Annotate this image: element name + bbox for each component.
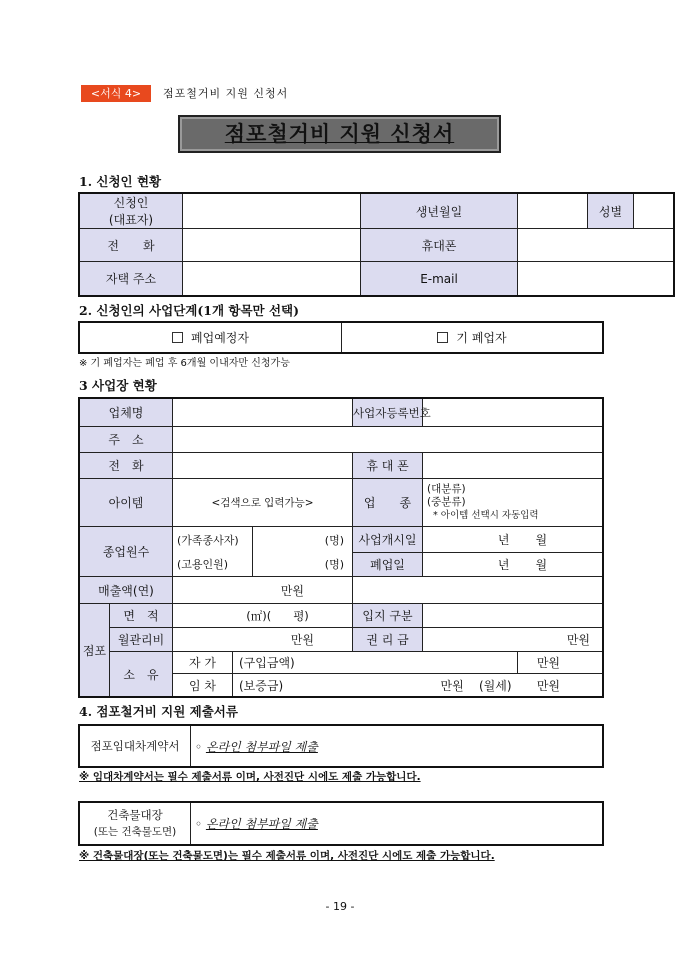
site-mobile-field[interactable] bbox=[423, 453, 603, 479]
sales-blank bbox=[353, 577, 603, 604]
section-3-heading: 3 사업장 현황 bbox=[79, 378, 157, 393]
start-year[interactable]: 년 bbox=[423, 527, 518, 553]
lease-doc-upload[interactable]: ◦ 온라인 첨부파일 제출 bbox=[191, 726, 603, 767]
industry-label: 업 종 bbox=[353, 479, 423, 527]
page-title-text: 점포철거비 지원 신청서 bbox=[224, 122, 455, 146]
industry-minor: (중분류) bbox=[427, 496, 466, 508]
home-address-field[interactable] bbox=[183, 262, 361, 296]
page-title bbox=[178, 115, 501, 153]
sales-label: 매출액(연) bbox=[80, 577, 173, 604]
site-address-label: 주 소 bbox=[80, 427, 173, 453]
close-year[interactable]: 년 bbox=[423, 553, 518, 577]
start-month[interactable]: 월 bbox=[518, 527, 603, 553]
ownership-label: 소 유 bbox=[110, 652, 173, 697]
location-field[interactable] bbox=[423, 604, 603, 628]
stage-note: ※ 기 폐업자는 폐업 후 6개월 이내자만 신청가능 bbox=[79, 358, 290, 369]
section-4-heading: 4. 점포철거비 지원 제출서류 bbox=[79, 704, 238, 719]
area-label: 면 적 bbox=[110, 604, 173, 628]
building-doc-note: ※ 건축물대장(또는 건축물도면)는 필수 제출서류 이며, 사전진단 시에도 제출 가능합니다. bbox=[79, 850, 495, 862]
phone-label: 전 화 bbox=[80, 229, 183, 262]
start-date-label: 사업개시일 bbox=[353, 527, 423, 553]
building-doc-label-line2: (또는 건축물도면) bbox=[93, 825, 177, 838]
mgmt-fee-field[interactable]: 만원 bbox=[173, 628, 353, 652]
location-label: 입지 구분 bbox=[353, 604, 423, 628]
monthly-rent-field[interactable]: 만원 bbox=[518, 674, 603, 697]
checkbox-already-closed[interactable] bbox=[437, 332, 448, 343]
site-address-field[interactable] bbox=[173, 427, 603, 453]
premium-label: 권 리 금 bbox=[353, 628, 423, 652]
close-date-label: 폐업일 bbox=[353, 553, 423, 577]
rented-label: 임 차 bbox=[173, 674, 233, 697]
premium-field[interactable]: 만원 bbox=[423, 628, 603, 652]
purchase-unit: 만원 bbox=[518, 652, 603, 674]
lease-doc-table bbox=[79, 725, 603, 767]
building-doc-table bbox=[79, 802, 603, 845]
building-doc-label-line1: 건축물대장 bbox=[107, 807, 163, 822]
purchase-field[interactable]: (구입금액) bbox=[233, 652, 518, 674]
building-doc-label bbox=[80, 803, 191, 845]
company-field[interactable] bbox=[173, 399, 353, 427]
mgmt-fee-label: 월관리비 bbox=[110, 628, 173, 652]
phone-field[interactable] bbox=[183, 229, 361, 262]
area-field[interactable] bbox=[173, 604, 353, 628]
building-doc-upload-link[interactable]: 온라인 첨부파일 제출 bbox=[205, 817, 318, 831]
deposit-unit bbox=[353, 674, 518, 697]
industry-major: (대분류) bbox=[427, 483, 466, 495]
option-already-closed[interactable] bbox=[342, 323, 603, 353]
form-number-tag: <서식 4> bbox=[81, 85, 151, 102]
industry-auto-note: * 아이템 선택시 자동입력 bbox=[433, 510, 539, 521]
monthly-rent-label: (월세) bbox=[478, 678, 512, 693]
owned-label: 자 가 bbox=[173, 652, 233, 674]
employees-label: 종업원수 bbox=[80, 527, 173, 577]
site-phone-field[interactable] bbox=[173, 453, 353, 479]
birth-field[interactable] bbox=[518, 194, 588, 229]
deposit-manwon: 만원 bbox=[440, 678, 464, 693]
form-subtitle: 점포철거비 지원 신청서 bbox=[163, 87, 289, 100]
site-phone-label: 전 화 bbox=[80, 453, 173, 479]
option-already-closed-label: 기 폐업자 bbox=[456, 331, 507, 345]
biz-no-field[interactable] bbox=[423, 399, 603, 427]
close-month[interactable]: 월 bbox=[518, 553, 603, 577]
store-label: 점포 bbox=[80, 604, 110, 697]
mobile-label: 휴대폰 bbox=[361, 229, 518, 262]
section-2-heading: 2. 신청인의 사업단계(1개 항목만 선택) bbox=[79, 303, 300, 318]
company-label: 업체명 bbox=[80, 399, 173, 427]
sales-field[interactable]: 만원 bbox=[173, 577, 353, 604]
hired-workers-unit[interactable]: (명) bbox=[253, 553, 353, 577]
gender-label: 성별 bbox=[588, 194, 634, 229]
page-number: - 19 - bbox=[325, 900, 355, 913]
business-stage-table bbox=[79, 322, 603, 353]
option-closing-planned[interactable] bbox=[80, 323, 342, 353]
birth-label: 생년월일 bbox=[361, 194, 518, 229]
applicant-label-line2: (대표자) bbox=[108, 213, 154, 227]
lease-doc-upload-link[interactable]: 온라인 첨부파일 제출 bbox=[205, 739, 318, 754]
applicant-label bbox=[80, 194, 183, 229]
option-closing-planned-label: 폐업예정자 bbox=[191, 331, 249, 345]
applicant-table bbox=[79, 193, 674, 296]
item-search-field[interactable]: <검색으로 입력가능> bbox=[173, 479, 353, 527]
applicant-field[interactable] bbox=[183, 194, 361, 229]
email-label: E-mail bbox=[361, 262, 518, 296]
deposit-field[interactable]: (보증금) bbox=[233, 674, 353, 697]
building-doc-upload[interactable]: ◦ 온라인 첨부파일 제출 bbox=[191, 803, 603, 845]
checkbox-closing-planned[interactable] bbox=[172, 332, 183, 343]
hired-workers-label: (고용인원) bbox=[173, 553, 253, 577]
email-field[interactable] bbox=[518, 262, 674, 296]
gender-field[interactable] bbox=[634, 194, 674, 229]
section-1-heading: 1. 신청인 현황 bbox=[79, 174, 162, 189]
site-mobile-label: 휴 대 폰 bbox=[353, 453, 423, 479]
area-sqm-unit: (㎡)( bbox=[246, 608, 272, 623]
industry-field bbox=[423, 479, 603, 527]
area-pyeong-unit: 평) bbox=[293, 608, 309, 623]
lease-doc-note: ※ 임대차계약서는 필수 제출서류 이며, 사전진단 시에도 제출 가능합니다. bbox=[79, 771, 421, 783]
home-address-label: 자택 주소 bbox=[80, 262, 183, 296]
family-workers-label: (가족종사자) bbox=[173, 527, 253, 553]
applicant-label-line1: 신청인 bbox=[113, 196, 149, 210]
business-site-table bbox=[79, 398, 603, 697]
mobile-field[interactable] bbox=[518, 229, 674, 262]
family-workers-unit[interactable]: (명) bbox=[253, 527, 353, 553]
biz-no-label: 사업자등록번호 bbox=[353, 399, 423, 427]
item-label: 아이템 bbox=[80, 479, 173, 527]
lease-doc-label: 점포임대차계약서 bbox=[80, 726, 191, 767]
